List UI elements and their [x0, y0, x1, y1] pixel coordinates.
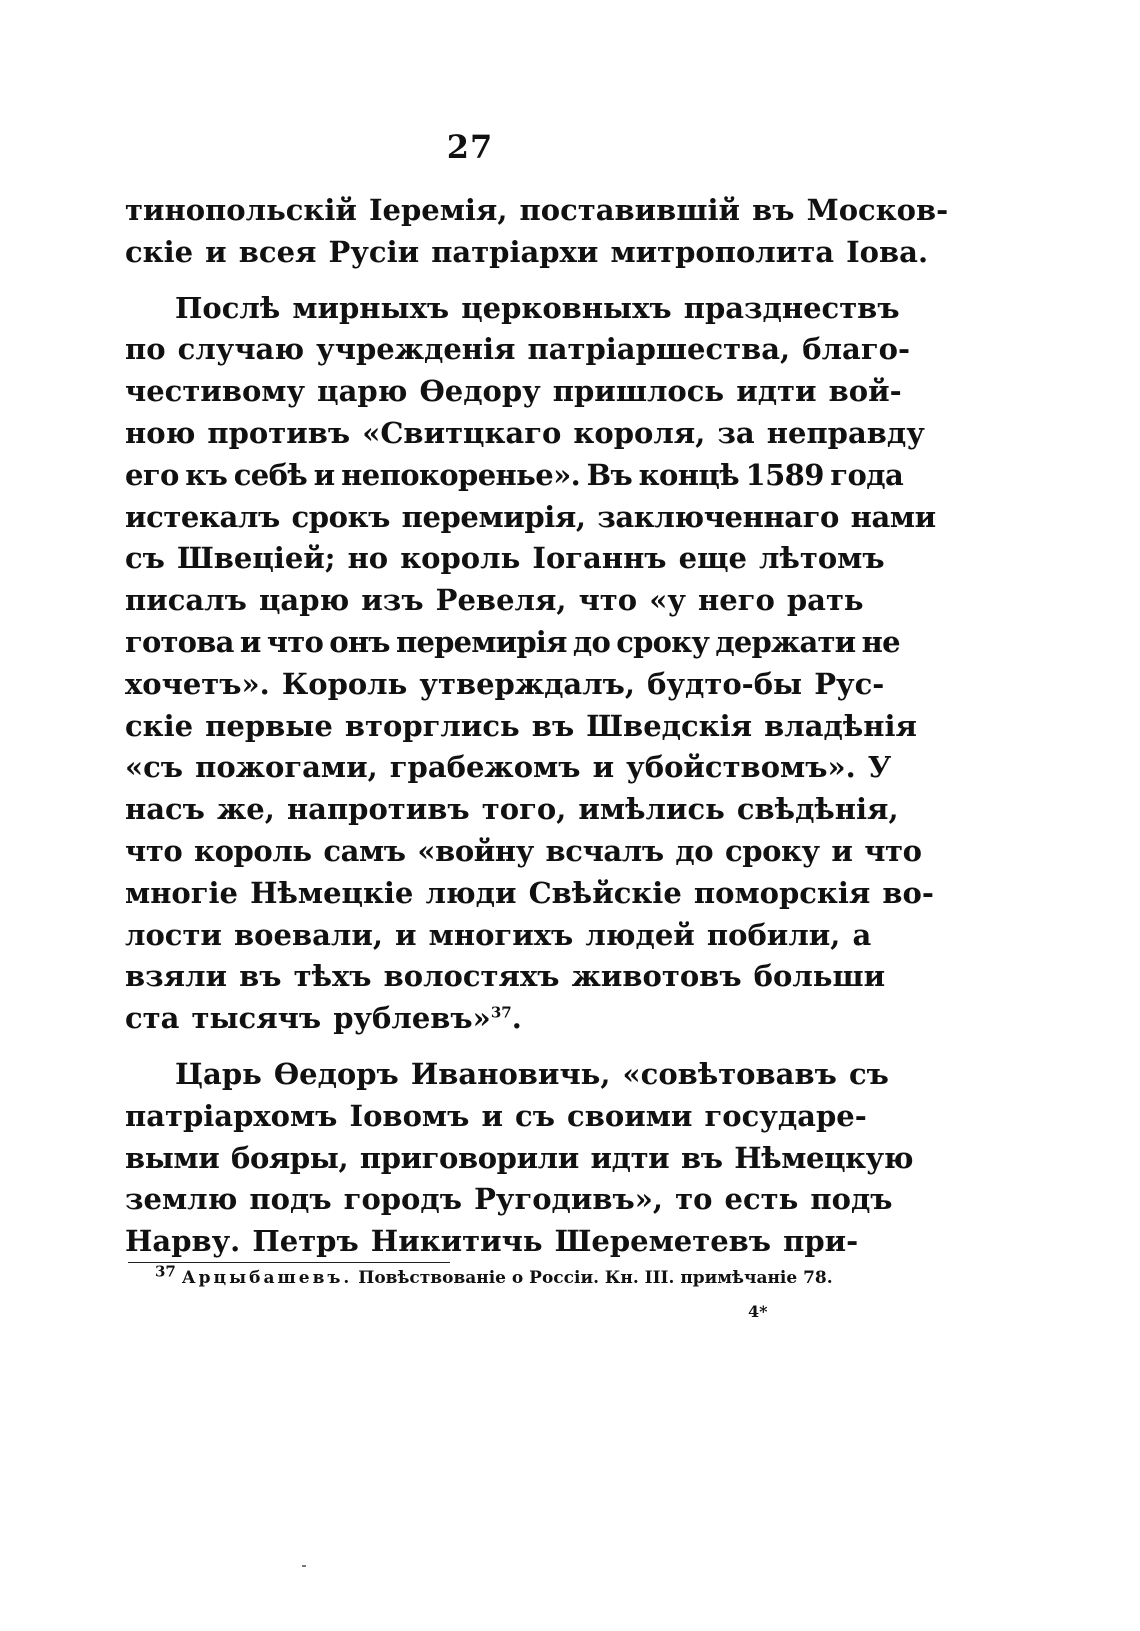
footnote-text: Повѣствованіе о Россіи. Кн. III. примѣчаніе 78.: [358, 1268, 833, 1288]
text-line: скіе первые вторглись въ Шведскія владѣнія: [125, 708, 917, 743]
text-line: «съ пожогами, грабежомъ и убойствомъ». У: [125, 750, 892, 785]
text-line: что король самъ «войну всчалъ до сроку и что: [125, 833, 922, 868]
text-line: Нарву. Петръ Никитичь Шереметевъ при-: [125, 1224, 859, 1259]
text-line: хочетъ». Король утверждалъ, будто-бы Рус-: [125, 666, 885, 701]
paragraph-gap: [125, 274, 815, 288]
text-line: многіе Нѣмецкіе люди Свѣйскіе поморскія во-: [125, 875, 934, 910]
text-line-content: ста тысячъ рублевъ»: [125, 1001, 491, 1036]
text-line: лости воевали, и многихъ людей побили, а: [125, 917, 872, 952]
paragraph-gap: [125, 1040, 815, 1054]
footnote-number: 37: [155, 1262, 176, 1281]
text-line: землю подъ городъ Ругодивъ», то есть подъ: [125, 1182, 893, 1217]
text-line: истекалъ срокъ перемирія, заключеннаго нами: [125, 499, 936, 534]
text-line: ною противъ «Свитцкаго короля, за неправду: [125, 415, 925, 450]
text-line: съ Швеціей; но король Іоганнъ еще лѣтомъ: [125, 541, 885, 576]
page-number: 27: [446, 128, 494, 166]
body-text: [125, 190, 949, 1263]
text-line: писалъ царю изъ Ревеля, что «у него рать: [125, 583, 864, 618]
footnote-ref: 37: [490, 1003, 512, 1022]
text-line: его къ себѣ и непокоренье». Въ концѣ 1589 года: [125, 457, 904, 492]
footnote-ref-trail: .: [511, 1001, 522, 1036]
text-line: выми бояры, приговорили идти въ Нѣмецкую: [125, 1140, 914, 1175]
printer-signature: 4*: [748, 1302, 768, 1321]
text-line: насъ же, напротивъ того, имѣлись свѣдѣнія,: [125, 792, 899, 827]
text-line: готова и что онъ перемирія до сроку держати не: [125, 624, 900, 659]
text-line: по случаю учрежденія патріаршества, благо-: [125, 332, 910, 367]
text-line: тинопольскій Іеремія, поставившій въ Москов-: [125, 193, 949, 227]
footnote-divider: [128, 1262, 450, 1263]
scan-speck: [302, 1565, 306, 1567]
footnote: [155, 1262, 833, 1288]
text-line: Царь Ѳедоръ Ивановичь, «совѣтовавъ съ: [175, 1056, 889, 1091]
text-line: Послѣ мирныхъ церковныхъ празднествъ: [175, 290, 900, 325]
text-line: патріархомъ Іовомъ и съ своими государе-: [125, 1098, 867, 1133]
text-line: взяли въ тѣхъ волостяхъ животовъ больши: [125, 959, 886, 994]
text-line: честивому царю Ѳедору пришлось идти вой-: [125, 374, 902, 409]
text-line: скіе и всея Русіи патріархи митрополита Іова.: [125, 234, 929, 269]
text-line-last: [125, 998, 815, 1040]
footnote-author: Арцыбашевъ.: [181, 1268, 353, 1288]
